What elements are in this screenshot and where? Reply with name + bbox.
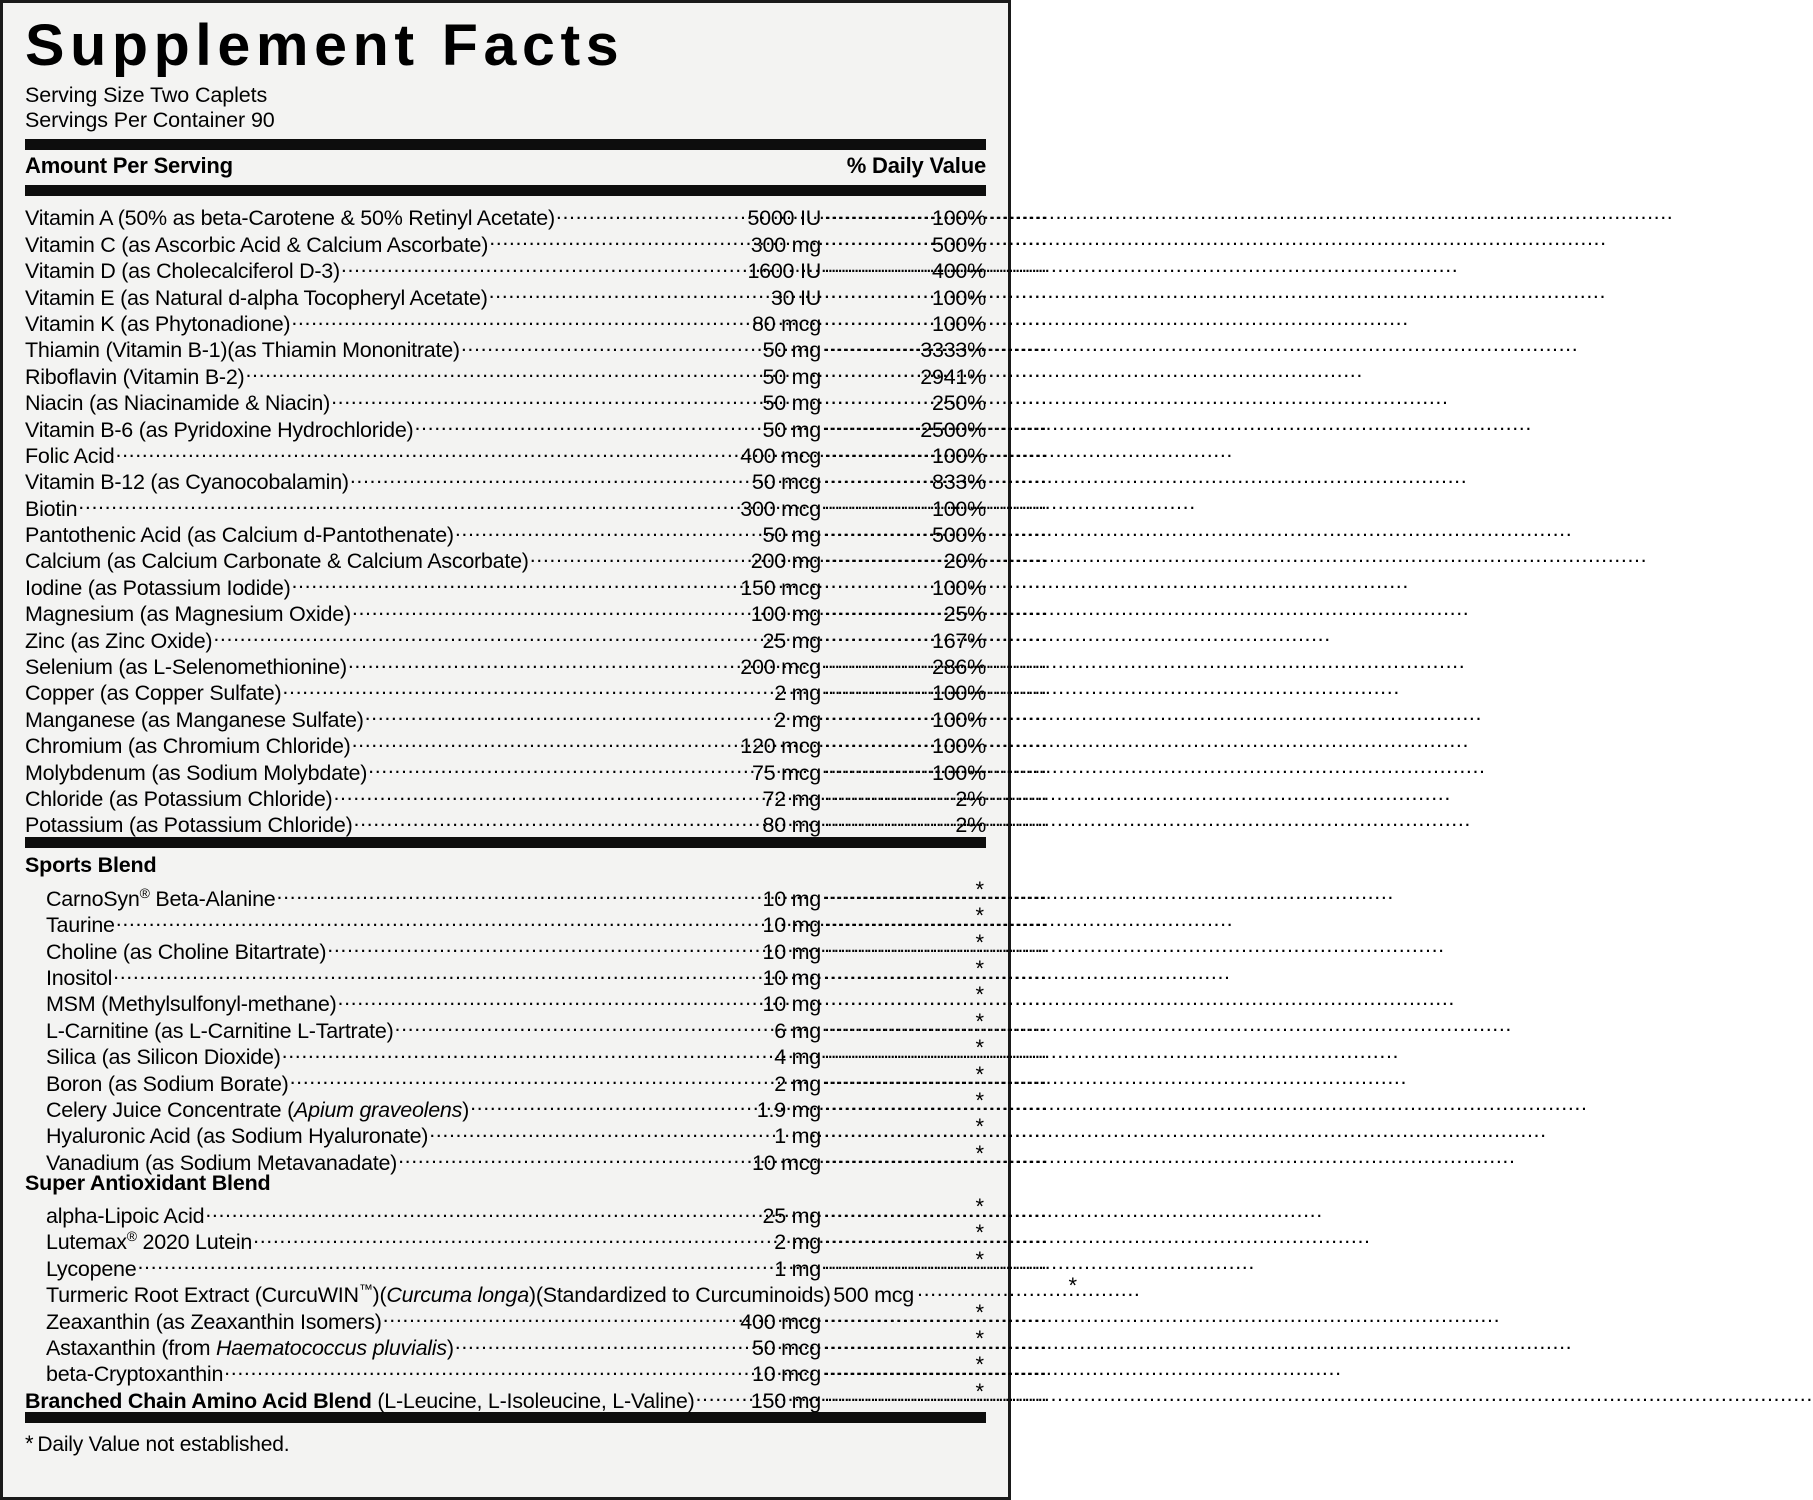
- nutrient-name: Pantothenic Acid (as Calcium d-Pantothenate): [25, 523, 454, 548]
- dot-leader-secondary: [824, 463, 910, 489]
- nutrient-daily-value: 100%: [932, 707, 986, 732]
- nutrient-amount: 25 mg: [762, 1204, 821, 1229]
- sports-blend-heading: Sports Blend: [25, 853, 157, 878]
- nutrient-name: Folic Acid: [25, 443, 115, 468]
- nutrient-row: [25, 516, 986, 548]
- page-title: Supplement Facts: [25, 13, 625, 78]
- nutrient-name: Vitamin K (as Phytonadione): [25, 311, 291, 336]
- nutrient-name: Zeaxanthin (as Zeaxanthin Isomers): [46, 1309, 382, 1334]
- nutrient-daily-value: 100%: [932, 734, 986, 759]
- nutrient-row: [25, 1194, 986, 1229]
- dot-leader-secondary: [824, 225, 910, 251]
- dot-leader-secondary: [824, 489, 910, 515]
- nutrient-row: [25, 1140, 986, 1175]
- dot-leader: [461, 331, 714, 357]
- nutrient-name: Inositol: [46, 965, 113, 990]
- dot-leader: [414, 410, 714, 436]
- nutrient-row: [25, 780, 986, 811]
- dot-leader: [352, 595, 714, 621]
- dot-leader-secondary: [824, 932, 910, 958]
- dot-leader-secondary: [824, 727, 910, 753]
- nutrient-name: beta-Cryptoxanthin: [46, 1362, 224, 1387]
- nutrient-name: Lutemax® 2020 Lutein: [46, 1228, 253, 1255]
- nutrient-row: [25, 727, 986, 759]
- footnote-asterisk: *: [25, 1430, 34, 1456]
- nutrient-amount: 25 mg: [762, 628, 821, 653]
- nutrient-row: [25, 199, 986, 231]
- nutrient-name: Branched Chain Amino Acid Blend (L-Leucine, L-Isoleucine, L-Valine): [25, 1388, 695, 1413]
- dot-leader: [291, 568, 714, 594]
- nutrient-amount: 50 mcg: [751, 470, 821, 495]
- dot-leader: [333, 780, 714, 806]
- dot-leader: [338, 985, 714, 1011]
- dot-leader-secondary: [824, 1091, 910, 1117]
- dot-leader-secondary: [824, 1117, 910, 1143]
- dot-leader-secondary: [824, 879, 910, 905]
- nutrient-row: [25, 1352, 986, 1387]
- nutrient-name: Riboflavin (Vitamin B-2): [25, 364, 245, 389]
- nutrient-row: [25, 331, 986, 363]
- dot-leader-secondary: [824, 906, 910, 932]
- nutrient-row: [25, 225, 986, 257]
- nutrient-row: [25, 955, 986, 990]
- nutrient-row: [25, 384, 986, 416]
- sports-blend-section: [25, 852, 986, 1175]
- dot-leader: [341, 252, 714, 278]
- nutrient-amount: 2 mg: [774, 707, 821, 732]
- nutrient-daily-value: *: [1068, 1273, 1077, 1299]
- super-antioxidant-blend-section: [25, 1170, 1077, 1387]
- dot-leader-secondary: [824, 357, 910, 383]
- nutrient-amount: 72 mg: [762, 786, 821, 811]
- nutrient-daily-value: 400%: [932, 259, 986, 284]
- nutrient-amount: 400 mcg: [740, 1309, 821, 1334]
- dot-leader-secondary: [824, 1249, 910, 1275]
- nutrient-row: [25, 1246, 986, 1281]
- dot-leader-secondary: [824, 437, 910, 463]
- dot-leader-secondary: [824, 985, 910, 1011]
- nutrient-daily-value: 100%: [932, 311, 986, 336]
- nutrient-amount: 300 mcg: [740, 496, 821, 521]
- nutrient-amount: 50 mg: [762, 523, 821, 548]
- nutrient-name: Chromium (as Chromium Chloride): [25, 734, 351, 759]
- dot-leader-secondary: [824, 674, 910, 700]
- nutrient-amount: 80 mg: [762, 813, 821, 838]
- nutrient-amount: 10 mg: [762, 886, 821, 911]
- nutrient-daily-value: *: [975, 1194, 984, 1220]
- nutrient-amount: 10 mg: [762, 913, 821, 938]
- dot-leader: [245, 357, 714, 383]
- dot-leader-secondary: [824, 1223, 910, 1249]
- nutrient-daily-value: 25%: [943, 602, 986, 627]
- dot-leader: [205, 1197, 714, 1223]
- dot-leader: [365, 700, 714, 726]
- nutrient-daily-value: *: [975, 1061, 984, 1087]
- nutrient-daily-value: *: [975, 876, 984, 902]
- nutrient-daily-value: *: [975, 1087, 984, 1113]
- nutrient-amount: 400 mcg: [740, 443, 821, 468]
- nutrient-row: [25, 542, 986, 574]
- nutrient-row: [25, 621, 986, 653]
- nutrient-row: [25, 876, 986, 911]
- nutrient-daily-value: 100%: [932, 575, 986, 600]
- footnote: [25, 1426, 986, 1458]
- nutrient-daily-value: 100%: [932, 443, 986, 468]
- dot-leader-secondary: [824, 595, 910, 621]
- nutrient-daily-value: 500%: [932, 232, 986, 257]
- nutrient-row: [25, 982, 986, 1017]
- nutrient-amount: 1600 IU: [747, 259, 821, 284]
- nutrient-name: Biotin: [25, 496, 78, 521]
- dot-leader-secondary: [824, 648, 910, 674]
- nutrient-daily-value: 167%: [932, 628, 986, 653]
- nutrient-name: Thiamin (Vitamin B-1)(as Thiamin Mononitrate): [25, 338, 460, 363]
- dot-leader-secondary: [824, 516, 910, 542]
- nutrient-row: [25, 929, 986, 964]
- nutrient-amount: 4 mg: [774, 1045, 821, 1070]
- nutrient-amount: 10 mcg: [751, 1150, 821, 1175]
- nutrient-row: [25, 437, 986, 468]
- dot-leader: [331, 384, 714, 410]
- nutrient-row: [25, 648, 986, 680]
- column-header-row: [25, 150, 986, 181]
- nutrient-row: [25, 357, 986, 389]
- nutrient-name: Turmeric Root Extract (CurcuWIN™)(Curcuma longa)(Standardized to Curcuminoids): [46, 1281, 831, 1308]
- serving-info: [25, 83, 986, 133]
- nutrient-name: Niacin (as Niacinamide & Niacin): [25, 391, 331, 416]
- nutrient-amount: 50 mg: [762, 391, 821, 416]
- dot-leader: [455, 1329, 714, 1355]
- nutrient-row: [25, 410, 986, 442]
- nutrient-name: Manganese (as Manganese Sulfate): [25, 707, 364, 732]
- nutrient-name: Vitamin E (as Natural d-alpha Tocopheryl Acetate): [25, 285, 488, 310]
- nutrient-daily-value: *: [975, 1220, 984, 1246]
- dot-leader-secondary: [824, 621, 910, 647]
- dot-leader-secondary: [824, 384, 910, 410]
- dot-leader: [348, 648, 714, 674]
- dot-leader: [395, 1011, 714, 1037]
- nutrient-daily-value: 2%: [955, 786, 986, 811]
- nutrient-daily-value: 100%: [932, 285, 986, 310]
- dot-leader-secondary: [824, 331, 910, 357]
- nutrient-daily-value: *: [975, 929, 984, 955]
- dot-leader: [113, 959, 714, 985]
- nutrient-amount: 150 mg: [750, 1388, 821, 1413]
- nutrient-amount: 1.9 mg: [756, 1097, 821, 1122]
- nutrient-daily-value: 3333%: [920, 338, 986, 363]
- nutrient-row: [25, 1299, 986, 1334]
- dot-leader: [556, 199, 714, 225]
- dot-leader: [277, 879, 715, 905]
- nutrient-name: Selenium (as L-Selenomethionine): [25, 655, 347, 680]
- nutrient-daily-value: *: [975, 1114, 984, 1140]
- dot-leader-secondary: [824, 1011, 910, 1037]
- dot-leader: [213, 621, 714, 647]
- nutrient-name: Molybdenum (as Sodium Molybdate): [25, 760, 368, 785]
- nutrient-row: [25, 305, 986, 336]
- dot-leader-secondary: [824, 1355, 910, 1381]
- nutrient-daily-value: 100%: [932, 496, 986, 521]
- dot-leader: [290, 1064, 714, 1090]
- nutrient-name: Astaxanthin (from Haematococcus pluvialis): [46, 1336, 454, 1361]
- nutrient-row: [25, 1378, 986, 1413]
- dot-leader-secondary: [824, 1038, 910, 1064]
- nutrient-amount: 80 mcg: [751, 311, 821, 336]
- nutrient-row: [25, 252, 986, 284]
- dot-leader: [291, 305, 714, 331]
- nutrient-amount: 200 mg: [750, 549, 821, 574]
- nutrient-daily-value: 250%: [932, 391, 986, 416]
- dot-leader: [253, 1223, 714, 1249]
- dot-leader-secondary: [824, 1329, 910, 1355]
- dot-leader: [327, 932, 714, 958]
- nutrient-amount: 200 mcg: [740, 655, 821, 680]
- dot-leader-secondary: [824, 1143, 910, 1169]
- nutrient-amount: 10 mg: [762, 965, 821, 990]
- nutrient-daily-value: *: [975, 1246, 984, 1272]
- nutrient-daily-value: 100%: [932, 206, 986, 231]
- nutrient-daily-value: 2500%: [920, 417, 986, 442]
- nutrient-name: Vitamin B-12 (as Cyanocobalamin): [25, 470, 349, 495]
- nutrient-name: Potassium (as Potassium Chloride): [25, 813, 353, 838]
- nutrient-name: Silica (as Silicon Dioxide): [46, 1045, 281, 1070]
- nutrient-amount: 100 mg: [750, 602, 821, 627]
- nutrient-daily-value: *: [975, 1299, 984, 1325]
- dot-leader: [455, 516, 714, 542]
- nutrient-amount: 300 mg: [750, 232, 821, 257]
- dot-leader: [489, 225, 714, 251]
- nutrient-row: [25, 1114, 986, 1149]
- dot-leader-secondary: [824, 1064, 910, 1090]
- nutrient-name: Celery Juice Concentrate (Apium graveolens): [46, 1097, 470, 1122]
- dot-leader-secondary: [824, 542, 910, 568]
- dot-leader: [78, 489, 714, 515]
- dot-leader: [282, 674, 714, 700]
- dot-leader-secondary: [824, 753, 910, 779]
- nutrient-name: Chloride (as Potassium Chloride): [25, 786, 333, 811]
- nutrient-daily-value: *: [975, 1035, 984, 1061]
- nutrient-daily-value: *: [975, 1352, 984, 1378]
- dot-leader: [695, 1381, 714, 1407]
- dot-leader: [350, 463, 714, 489]
- dot-leader: [429, 1117, 714, 1143]
- dot-leader-secondary: [824, 1197, 910, 1223]
- nutrient-name: Vitamin D (as Cholecalciferol D-3): [25, 259, 340, 284]
- dot-leader-secondary: [824, 806, 910, 832]
- dot-leader: [489, 278, 714, 304]
- nutrient-row: [25, 489, 986, 521]
- dot-leader-secondary: [824, 252, 910, 278]
- nutrient-amount: 500 mcg: [833, 1283, 914, 1308]
- amount-per-serving-header: Amount Per Serving: [25, 153, 233, 178]
- dot-leader: [282, 1038, 714, 1064]
- nutrient-daily-value: *: [975, 1326, 984, 1352]
- nutrient-daily-value: *: [975, 982, 984, 1008]
- nutrient-daily-value: 100%: [932, 681, 986, 706]
- dot-leader: [116, 437, 714, 463]
- dot-leader-secondary: [824, 1302, 910, 1328]
- nutrient-amount: 120 mcg: [740, 734, 821, 759]
- nutrient-name: Lycopene: [46, 1256, 137, 1281]
- nutrient-name: CarnoSyn® Beta-Alanine: [46, 884, 276, 911]
- nutrient-row: [25, 1087, 986, 1122]
- nutrient-name: Magnesium (as Magnesium Oxide): [25, 602, 351, 627]
- nutrient-daily-value: *: [975, 1140, 984, 1166]
- dot-leader-secondary: [824, 305, 910, 331]
- footnote-text: Daily Value not established.: [37, 1432, 290, 1456]
- nutrient-row: [25, 1326, 986, 1361]
- nutrient-row: [25, 278, 986, 310]
- nutrient-amount: 2 mg: [774, 1230, 821, 1255]
- bcaa-blend-section: [25, 1378, 986, 1413]
- super-antioxidant-blend-heading: Super Antioxidant Blend: [25, 1170, 271, 1195]
- nutrient-row: [25, 753, 986, 785]
- nutrient-daily-value: *: [975, 1378, 984, 1404]
- nutrient-amount: 10 mcg: [751, 1362, 821, 1387]
- nutrient-daily-value: 100%: [932, 760, 986, 785]
- nutrient-daily-value: 20%: [943, 549, 986, 574]
- nutrient-amount: 2 mg: [774, 1071, 821, 1096]
- dot-leader: [398, 1143, 714, 1169]
- nutrient-name: alpha-Lipoic Acid: [46, 1204, 205, 1229]
- nutrient-name: Copper (as Copper Sulfate): [25, 681, 282, 706]
- nutrient-row: [25, 595, 986, 627]
- dot-leader: [354, 806, 714, 832]
- nutrient-amount: 10 mg: [762, 992, 821, 1017]
- nutrient-daily-value: 286%: [932, 655, 986, 680]
- dot-leader-secondary: [824, 199, 910, 225]
- nutrient-amount: 50 mg: [762, 417, 821, 442]
- nutrient-amount: 1 mg: [774, 1256, 821, 1281]
- nutrient-amount: 1 mg: [774, 1124, 821, 1149]
- divider-thick-blends: [25, 837, 986, 848]
- nutrient-row: [25, 674, 986, 706]
- nutrient-table: [25, 196, 986, 838]
- dot-leader: [368, 753, 714, 779]
- divider-thick-under-header: [25, 185, 986, 196]
- serving-size: Serving Size Two Caplets: [25, 83, 268, 107]
- nutrient-amount: 6 mg: [774, 1018, 821, 1043]
- nutrient-name: Zinc (as Zinc Oxide): [25, 628, 213, 653]
- nutrient-name: Vitamin A (50% as beta-Carotene & 50% Retinyl Acetate): [25, 206, 555, 231]
- nutrient-name: Taurine: [46, 913, 115, 938]
- nutrient-amount: 75 mcg: [751, 760, 821, 785]
- nutrient-row: [25, 568, 986, 600]
- nutrient-row: [25, 806, 986, 838]
- dot-leader: [137, 1249, 714, 1275]
- nutrient-amount: 50 mg: [762, 338, 821, 363]
- nutrient-name: Boron (as Sodium Borate): [46, 1071, 289, 1096]
- dot-leader: [352, 727, 714, 753]
- dot-leader: [116, 906, 714, 932]
- dot-leader-secondary: [824, 780, 910, 806]
- nutrient-name: Vanadium (as Sodium Metavanadate): [46, 1150, 398, 1175]
- servings-per-container: Servings Per Container 90: [25, 108, 275, 132]
- nutrient-name: Choline (as Choline Bitartrate): [46, 939, 327, 964]
- dot-leader: [224, 1355, 714, 1381]
- nutrient-amount: 10 mg: [762, 939, 821, 964]
- nutrient-row: [25, 463, 986, 495]
- dot-leader-secondary: [917, 1276, 1003, 1302]
- nutrient-name: L-Carnitine (as L-Carnitine L-Tartrate): [46, 1018, 394, 1043]
- nutrient-daily-value: 500%: [932, 523, 986, 548]
- nutrient-daily-value: *: [975, 903, 984, 929]
- nutrient-daily-value: *: [975, 1008, 984, 1034]
- nutrient-amount: 50 mcg: [751, 1336, 821, 1361]
- nutrient-row: [25, 1273, 1077, 1308]
- dot-leader-secondary: [824, 700, 910, 726]
- nutrient-daily-value: 833%: [932, 470, 986, 495]
- nutrient-amount: 50 mg: [762, 364, 821, 389]
- daily-value-header: % Daily Value: [846, 153, 986, 178]
- nutrient-name: Hyaluronic Acid (as Sodium Hyaluronate): [46, 1124, 429, 1149]
- dot-leader: [530, 542, 714, 568]
- nutrient-daily-value: *: [975, 955, 984, 981]
- nutrient-name: Vitamin C (as Ascorbic Acid & Calcium Ascorbate): [25, 232, 489, 257]
- nutrient-amount: 30 IU: [770, 285, 821, 310]
- nutrient-daily-value: 2941%: [920, 364, 986, 389]
- nutrient-daily-value: 2%: [955, 813, 986, 838]
- divider-thick-top: [25, 139, 986, 150]
- nutrient-name: MSM (Methylsulfonyl-methane): [46, 992, 337, 1017]
- dot-leader-secondary: [824, 278, 910, 304]
- dot-leader-secondary: [824, 1381, 910, 1407]
- nutrient-amount: 2 mg: [774, 681, 821, 706]
- nutrient-name: Vitamin B-6 (as Pyridoxine Hydrochloride): [25, 417, 414, 442]
- nutrient-name: Calcium (as Calcium Carbonate & Calcium Ascorbate): [25, 549, 529, 574]
- nutrient-name: Iodine (as Potassium Iodide): [25, 575, 291, 600]
- dot-leader-secondary: [824, 410, 910, 436]
- dot-leader-secondary: [824, 568, 910, 594]
- nutrient-amount: 5000 IU: [747, 206, 821, 231]
- nutrient-row: [25, 1008, 986, 1043]
- dot-leader-secondary: [824, 959, 910, 985]
- nutrient-row: [25, 903, 986, 938]
- nutrient-row: [25, 1061, 986, 1096]
- dot-leader: [383, 1302, 714, 1328]
- nutrient-row: [25, 1035, 986, 1070]
- nutrient-amount: 150 mcg: [740, 575, 821, 600]
- dot-leader: [470, 1091, 714, 1117]
- nutrient-row: [25, 1220, 986, 1255]
- nutrient-row: [25, 700, 986, 732]
